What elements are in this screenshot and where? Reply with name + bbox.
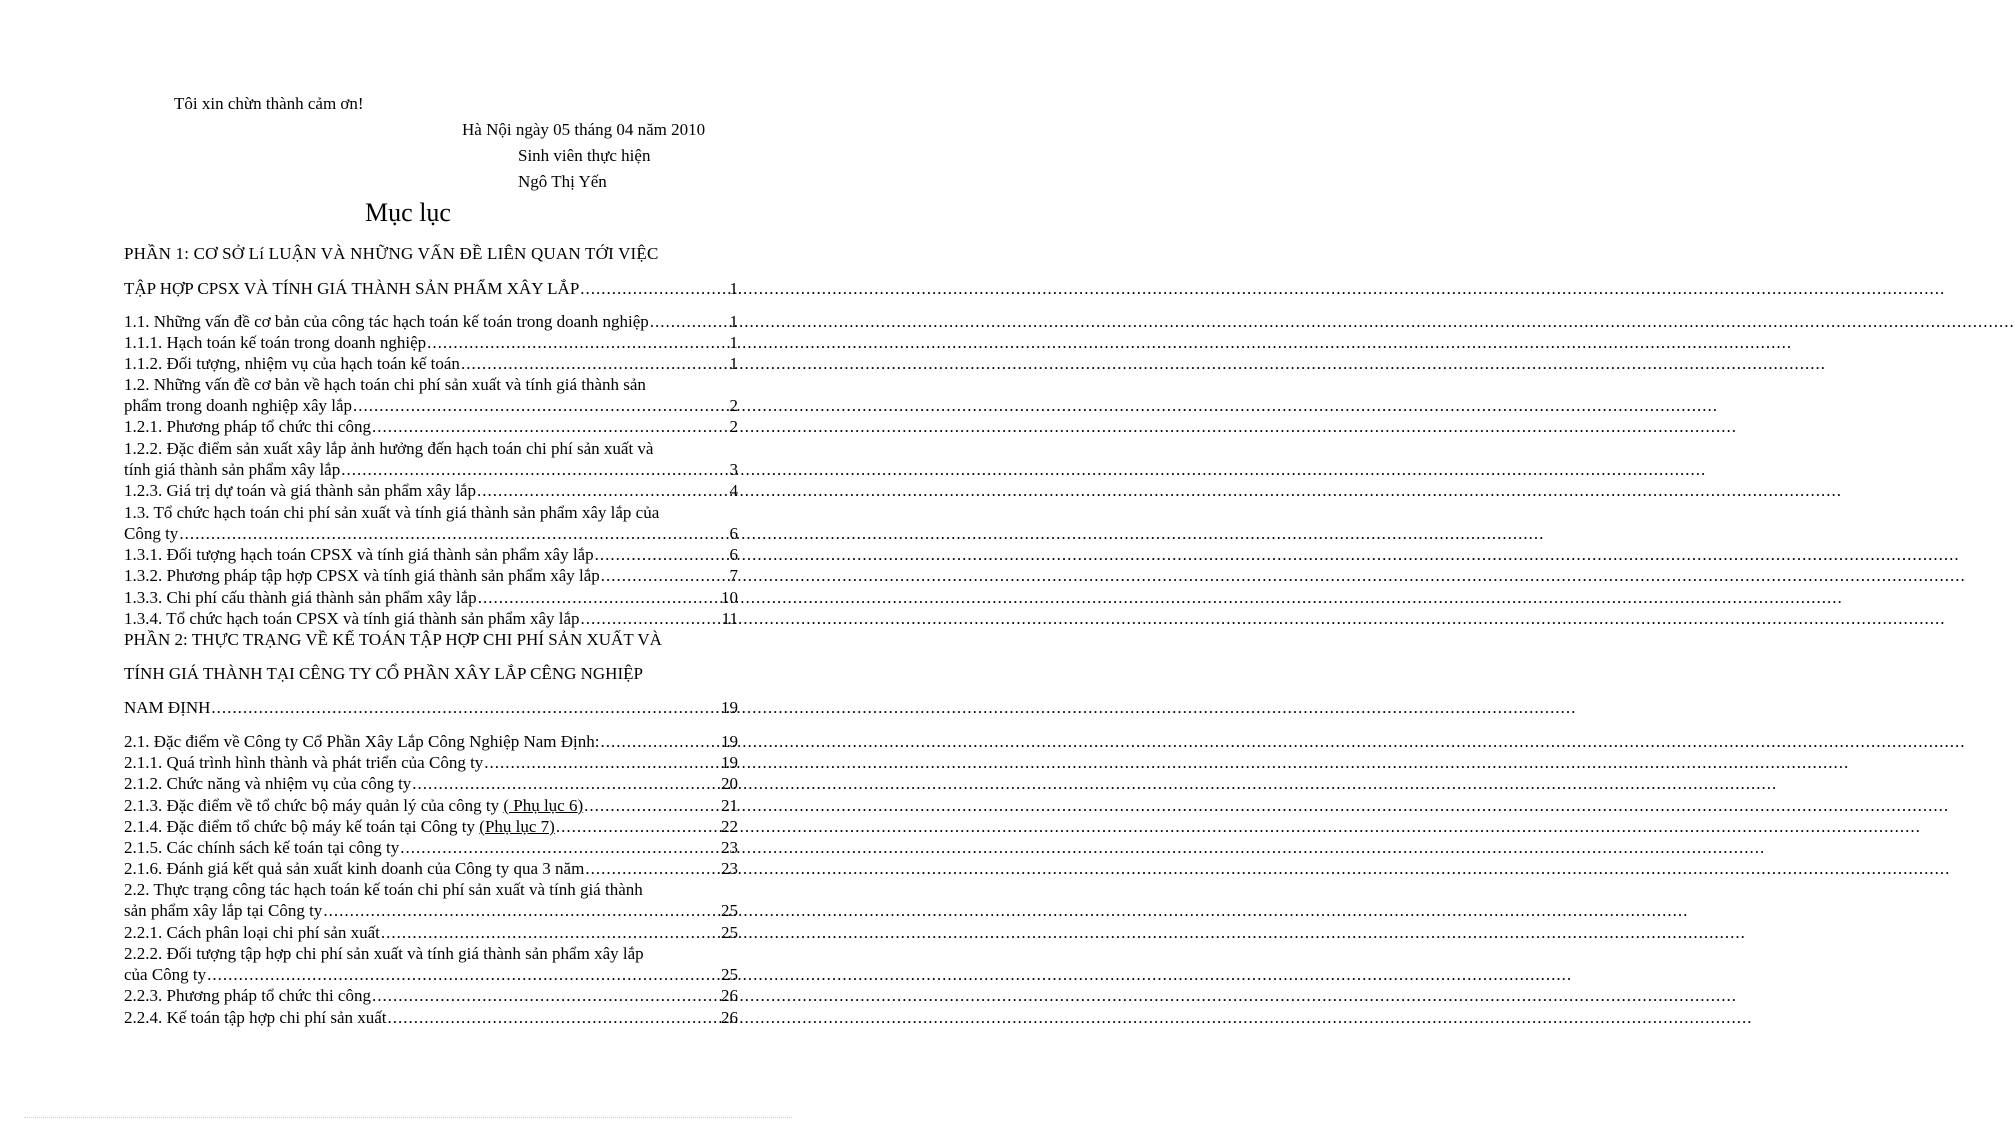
toc-leader: [484, 752, 720, 773]
toc-entry-2-1-4[interactable]: [124, 816, 738, 837]
toc-entry-1-3-2[interactable]: [124, 565, 738, 586]
toc-entry-2-2[interactable]: [124, 900, 738, 921]
toc-entry-label: 1.3.3. Chi phí cấu thành giá thành sản phẩm xây lắp: [124, 588, 477, 607]
toc-entry-label: Công ty: [124, 524, 179, 543]
toc-entry-1-3[interactable]: [124, 523, 738, 544]
toc-leader: [179, 523, 728, 544]
toc-entry-1-2-line1: 1.2. Những vấn đề cơ bản về hạch toán chi phí sản xuất và tính giá thành sản: [124, 375, 646, 394]
toc-entry-label: 1.3.4. Tổ chức hạch toán CPSX và tính giá thành sản phẩm xây lắp: [124, 609, 580, 628]
toc-page-number: 23: [721, 838, 738, 857]
toc-leader: [581, 608, 721, 629]
toc-entry-1-2-3[interactable]: [124, 480, 738, 501]
toc-leader: [556, 816, 720, 837]
appendix-link-7[interactable]: (Phụ lục 7): [479, 817, 555, 836]
toc-entry-2-1-3[interactable]: [124, 795, 738, 816]
toc-entry-1-3-3[interactable]: [124, 587, 738, 608]
toc-page-number: 2: [729, 417, 738, 436]
signature-name: Ngô Thị Yến: [518, 172, 607, 191]
toc-page-number: 19: [721, 732, 738, 751]
toc-leader: [211, 697, 720, 718]
page-bottom-divider: [24, 1117, 792, 1118]
signature-role: Sinh viên thực hiện: [518, 146, 651, 165]
toc-entry-label: [124, 816, 555, 837]
toc-entry-label: 1.1.2. Đối tượng, nhiệm vụ của hạch toán kế toán: [124, 354, 460, 373]
toc-entry-label: 2.2.4. Kế toán tập hợp chi phí sản xuất: [124, 1008, 387, 1027]
toc-page-number: 20: [721, 774, 738, 793]
toc-leader: [323, 900, 720, 921]
toc-page-number: 7: [729, 566, 738, 585]
toc-leader: [372, 985, 720, 1006]
toc-entry-label: 1.2.1. Phương pháp tổ chức thi công: [124, 417, 371, 436]
toc-entry-1-2[interactable]: [124, 395, 738, 416]
toc-page-number: 25: [721, 923, 738, 942]
toc-part2-heading-line2: TÍNH GIÁ THÀNH TẠI CÊNG TY CỔ PHẦN XÂY LẮP CÊNG NGHIỆP: [124, 664, 643, 683]
appendix-link-6[interactable]: ( Phụ lục 6): [503, 796, 584, 815]
toc-entry-label: sản phẩm xây lắp tại Công ty: [124, 901, 323, 920]
toc-entry-label: 1.1.1. Hạch toán kế toán trong doanh nghiệp: [124, 333, 427, 352]
toc-leader: [341, 459, 728, 480]
toc-entry-label: 2.2.3. Phương pháp tổ chức thi công: [124, 986, 371, 1005]
toc-entry-label: 2.1.2. Chức năng và nhiệm vụ của công ty: [124, 774, 412, 793]
toc-page-number: 4: [729, 481, 738, 500]
toc-leader: [207, 964, 720, 985]
toc-leader: [353, 395, 728, 416]
toc-page-number: 26: [721, 1008, 738, 1027]
toc-leader: [461, 353, 729, 374]
toc-page-number: 26: [721, 986, 738, 1005]
toc-page-number: 3: [729, 460, 738, 479]
document-page: [0, 0, 816, 1123]
toc-leader: [427, 332, 728, 353]
toc-entry-1-2-2[interactable]: [124, 459, 738, 480]
toc-entry-label: phẩm trong doanh nghiệp xây lắp: [124, 396, 353, 415]
toc-page-number: 25: [721, 901, 738, 920]
toc-entry-label: 1.2.3. Giá trị dự toán và giá thành sản phẩm xây lắp: [124, 481, 476, 500]
toc-entry-1-3-1[interactable]: [124, 544, 738, 565]
toc-entry-1-2-2-line1: 1.2.2. Đặc điểm sản xuất xây lắp ảnh hưởng đến hạch toán chi phí sản xuất và: [124, 439, 654, 458]
toc-page-number: 1: [729, 279, 738, 298]
toc-entry-1-3-line1: 1.3. Tổ chức hạch toán chi phí sản xuất và tính giá thành sản phẩm xây lắp của: [124, 503, 660, 522]
toc-entry-label: 1.1. Những vấn đề cơ bản của công tác hạch toán kế toán trong doanh nghiệp: [124, 312, 649, 331]
toc-entry-2-1-6[interactable]: [124, 858, 738, 879]
toc-leader: [388, 1007, 720, 1028]
toc-page-number: 6: [729, 524, 738, 543]
toc-entry-1-1[interactable]: [124, 311, 738, 332]
toc-entry-text: 2.1.4. Đặc điểm tổ chức bộ máy kế toán tại Công ty: [124, 817, 480, 836]
toc-entry-2-2-1[interactable]: [124, 922, 738, 943]
toc-page-number: 2: [729, 396, 738, 415]
toc-title: Mục lục: [365, 198, 451, 227]
toc-entry-part1[interactable]: [124, 278, 738, 299]
toc-entry-label: 2.2.1. Cách phân loại chi phí sản xuất: [124, 923, 380, 942]
toc-entry-2-1-2[interactable]: [124, 773, 738, 794]
toc-entry-label: TẬP HỢP CPSX VÀ TÍNH GIÁ THÀNH SẢN PHẨM XÂY LẮP: [124, 279, 580, 298]
toc-leader: [650, 311, 729, 332]
toc-page-number: 1: [729, 333, 738, 352]
toc-part2-heading-line1: PHẦN 2: THỰC TRẠNG VỀ KẾ TOÁN TẬP HỢP CHI PHÍ SẢN XUẤT VÀ: [124, 630, 662, 649]
toc-page-number: 6: [729, 545, 738, 564]
toc-page-number: 22: [721, 817, 738, 836]
toc-page-number: 21: [721, 796, 738, 815]
toc-entry-label: tính giá thành sản phẩm xây lắp: [124, 460, 341, 479]
toc-leader: [412, 773, 720, 794]
toc-entry-label: 2.1. Đặc điểm về Công ty Cổ Phần Xây Lắp Công Nghiệp Nam Định:: [124, 732, 600, 751]
toc-entry-2-2-3[interactable]: [124, 985, 738, 1006]
toc-entry-label: 1.3.1. Đối tượng hạch toán CPSX và tính giá thành sản phẩm xây lắp: [124, 545, 594, 564]
toc-page-number: 11: [721, 609, 738, 628]
toc-entry-2-2-2-line1: 2.2.2. Đối tượng tập hợp chi phí sản xuất và tính giá thành sản phẩm xây lắp: [124, 944, 644, 963]
toc-entry-part2[interactable]: [124, 697, 738, 718]
toc-entry-label: 2.1.5. Các chính sách kế toán tại công ty: [124, 838, 400, 857]
toc-entry-2-2-2[interactable]: [124, 964, 738, 985]
toc-page-number: 1: [729, 354, 738, 373]
toc-leader: [372, 416, 729, 437]
toc-entry-2-1[interactable]: [124, 731, 738, 752]
signature-date: Hà Nội ngày 05 tháng 04 năm 2010: [462, 120, 706, 139]
toc-entry-label: 1.3.2. Phương pháp tập hợp CPSX và tính giá thành sản phẩm xây lắp: [124, 566, 600, 585]
toc-page-number: 10: [721, 588, 738, 607]
toc-entry-label: [124, 795, 583, 816]
toc-page-number: 23: [721, 859, 738, 878]
toc-page-number: 25: [721, 965, 738, 984]
toc-leader: [381, 922, 720, 943]
toc-leader: [584, 795, 720, 816]
toc-entry-label: của Công ty: [124, 965, 207, 984]
toc-leader: [400, 837, 720, 858]
toc-entry-1-3-4[interactable]: [124, 608, 738, 629]
toc-entry-label: 2.1.6. Đánh giá kết quả sản xuất kinh doanh của Công ty qua 3 năm: [124, 859, 585, 878]
toc-page-number: 19: [721, 753, 738, 772]
toc-entry-text: 2.1.3. Đặc điểm về tổ chức bộ máy quản lý của công ty: [124, 796, 504, 815]
toc-entry-label: 2.1.1. Quá trình hình thành và phát triển của Công ty: [124, 753, 484, 772]
closing-thanks: Tôi xin chừn thành cảm ơn!: [174, 94, 364, 113]
toc-entry-2-1-5[interactable]: [124, 837, 738, 858]
toc-entry-2-2-line1: 2.2. Thực trạng công tác hạch toán kế toán chi phí sản xuất và tính giá thành: [124, 880, 643, 899]
toc-page-number: 19: [721, 698, 738, 717]
toc-leader: [600, 731, 720, 752]
toc-entry-label: NAM ĐỊNH: [124, 698, 211, 717]
toc-leader: [478, 587, 720, 608]
toc-entry-1-2-1[interactable]: [124, 416, 738, 437]
toc-leader: [595, 544, 729, 565]
toc-part1-heading-line1: PHẦN 1: CƠ SỞ Lí LUẬN VÀ NHỮNG VẤN ĐỀ LIÊN QUAN TỚI VIỆC: [124, 244, 659, 263]
toc-leader: [580, 278, 728, 299]
toc-page-number: 1: [729, 312, 738, 331]
toc-leader: [601, 565, 729, 586]
toc-entry-1-1-2[interactable]: [124, 353, 738, 374]
toc-entry-1-1-1[interactable]: [124, 332, 738, 353]
toc-entry-2-1-1[interactable]: [124, 752, 738, 773]
toc-leader: [585, 858, 720, 879]
toc-entry-2-2-4[interactable]: [124, 1007, 738, 1028]
toc-leader: [477, 480, 729, 501]
